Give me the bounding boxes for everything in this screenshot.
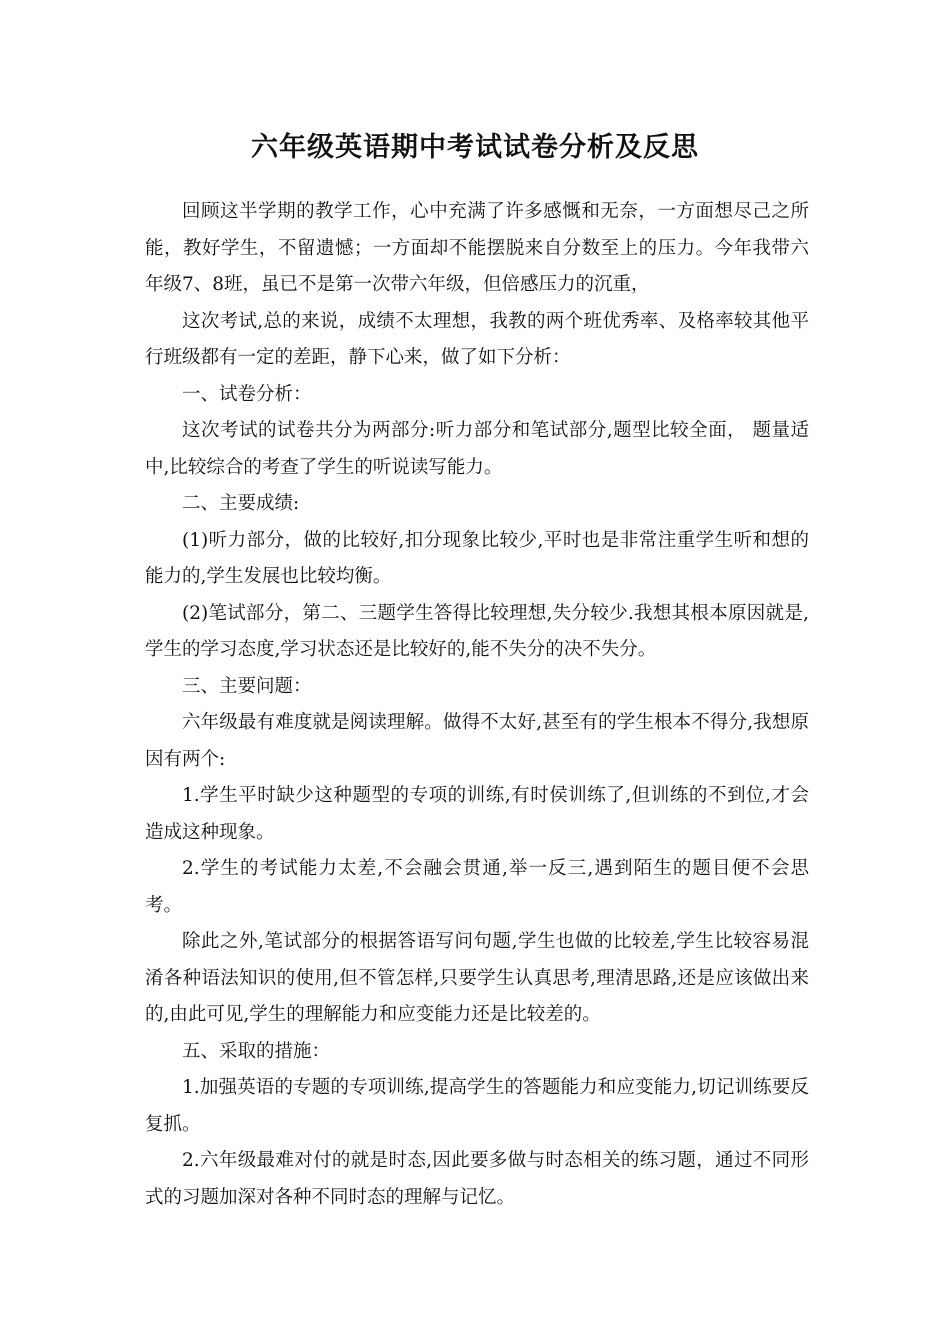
section-heading-paper-analysis: 一、试卷分析：: [182, 383, 312, 405]
paragraph-summary: 这次考试,总的来说，成绩不太理想，我教的两个班优秀率、及格率较其他平行班级都有一定的差距，静下心来，做了如下分析：: [145, 310, 809, 368]
paragraph-intro: 回顾这半学期的教学工作，心中充满了许多感慨和无奈，一方面想尽己之所能，教好学生，不留遗憾；一方面却不能摆脱来自分数至上的压力。今年我带六年级7、8班，虽已不是第一次带六年级，但倍感压力的沉重，: [145, 201, 809, 295]
list-item-reason-2: 2.学生的考试能力太差,不会融会贯通,举一反三,遇到陌生的题目便不会思考。: [145, 858, 809, 916]
section-heading-measures: 五、采取的措施：: [182, 1040, 331, 1062]
section-heading-achievements: 二、主要成绩:: [182, 493, 300, 514]
list-item-measure-1: 1.加强英语的专题的专项训练,提高学生的答题能力和应变能力,切记训练要反复抓。: [145, 1077, 809, 1135]
paragraph-written: (2)笔试部分，第二、三题学生答得比较理想,失分较少.我想其根本原因就是,学生的学习态度,学习状态还是比较好的,能不失分的决不失分。: [145, 602, 809, 660]
paragraph-listening: (1)听力部分，做的比较好,扣分现象比较少,平时也是非常注重学生听和想的能力的,学生发展也比较均衡。: [145, 529, 809, 587]
paragraph-other-issues: 除此之外,笔试部分的根据答语写问句题,学生也做的比较差,学生比较容易混淆各种语法知识的使用,但不管怎样,只要学生认真思考,理清思路,还是应该做出来的,由此可见,学生的理解能力和应变能力还是比较差的。: [145, 931, 809, 1025]
section-heading-problems: 三、主要问题：: [182, 675, 312, 697]
paragraph-paper-analysis: 这次考试的试卷共分为两部分:听力部分和笔试部分,题型比较全面， 题量适中,比较综合的考查了学生的听说读写能力。: [145, 420, 809, 478]
document-title: 六年级英语期中考试试卷分析及反思: [251, 132, 699, 163]
document-body: [145, 194, 809, 1216]
list-item-reason-1: 1.学生平时缺少这种题型的专项的训练,有时侯训练了,但训练的不到位,才会造成这种现象。: [145, 785, 809, 843]
list-item-measure-2: 2.六年级最难对付的就是时态,因此要多做与时态相关的练习题，通过不同形式的习题加深对各种不同时态的理解与记忆。: [145, 1150, 809, 1208]
paragraph-reading: 六年级最有难度就是阅读理解。做得不太好,甚至有的学生根本不得分,我想原因有两个:: [145, 712, 809, 770]
